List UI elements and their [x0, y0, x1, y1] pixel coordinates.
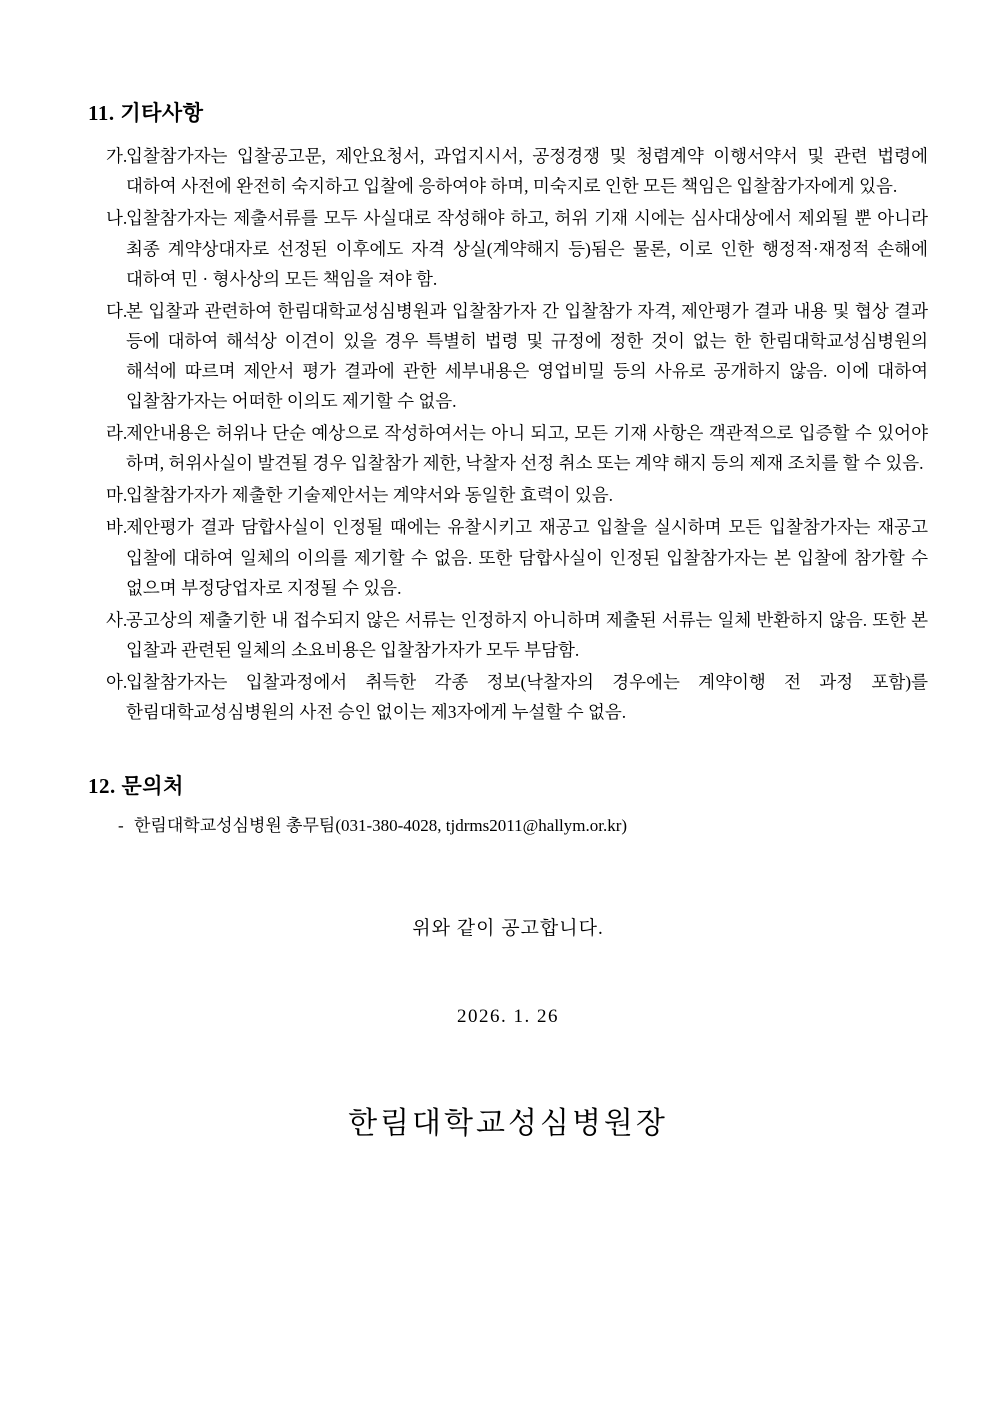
- clause-text: 입찰참가자는 입찰공고문, 제안요청서, 과업지시서, 공정경쟁 및 청렴계약 이행서약서 및 관련 법령에 대하여 사전에 완전히 숙지하고 입찰에 응하여야 하며, 미숙지로 인한 모든 책임은 입찰참가자에게 있음.: [126, 146, 928, 197]
- contact-dash: -: [118, 816, 124, 836]
- clause-marker: 사.: [106, 609, 128, 630]
- clause-text: 제안내용은 허위나 단순 예상으로 작성하여서는 아니 되고, 모든 기재 사항은 객관적으로 입증할 수 있어야 하며, 허위사실이 발견될 경우 입찰참가 제한, 낙찰자 선정 취소 또는 계약 해지 등의 제재 조치를 할 수 있음.: [126, 423, 928, 474]
- clause-item: [88, 141, 928, 201]
- clause-marker: 라.: [106, 423, 128, 444]
- section-number: 11.: [88, 101, 115, 125]
- clause-marker: 아.: [106, 671, 128, 692]
- clause-marker: 다.: [106, 300, 128, 321]
- section-heading-11: [88, 100, 928, 127]
- closing-statement: 위와 같이 공고합니다.: [412, 918, 604, 940]
- document-date: 2026. 1. 26: [457, 1006, 559, 1028]
- document-content: [88, 100, 928, 1142]
- contact-list: [88, 812, 928, 841]
- section-title-text: 기타사항: [120, 101, 204, 125]
- contact-text: 한림대학교성심병원 총무팀(031-380-4028, tjdrms2011@hallym.or.kr): [134, 816, 628, 836]
- clause-text: 제안평가 결과 담합사실이 인정될 때에는 유찰시키고 재공고 입찰을 실시하며 모든 입찰참가자는 재공고 입찰에 대하여 일체의 이의를 제기할 수 없음. 또한 담합사실이 인정된 입찰참가자는 본 입찰에 참가할 수 없으며 부정당업자로 지정될 수 있음.: [126, 517, 928, 598]
- signature-line: 한림대학교성심병원장: [348, 1106, 668, 1142]
- contact-item: [88, 812, 928, 841]
- clause-marker: 가.: [106, 146, 128, 167]
- clause-marker: 나.: [106, 208, 128, 229]
- clause-item: [88, 512, 928, 602]
- section-heading-12: [88, 773, 928, 800]
- section-title-text: 문의처: [121, 774, 184, 799]
- clause-marker: 바.: [106, 517, 128, 538]
- section-number: 12.: [88, 774, 116, 799]
- clause-text: 입찰참가자가 제출한 기술제안서는 계약서와 동일한 효력이 있음.: [126, 485, 614, 506]
- clause-item: [88, 296, 928, 416]
- clause-item: [88, 605, 928, 665]
- clause-item: [88, 203, 928, 293]
- clause-text: 입찰참가자는 입찰과정에서 취득한 각종 정보(낙찰자의 경우에는 계약이행 전 과정 포함)를 한림대학교성심병원의 사전 승인 없이는 제3자에게 누설할 수 없음.: [126, 671, 928, 722]
- clause-list-11: [88, 141, 928, 727]
- clause-text: 입찰참가자는 제출서류를 모두 사실대로 작성해야 하고, 허위 기재 시에는 심사대상에서 제외될 뿐 아니라 최종 계약상대자로 선정된 이후에도 자격 상실(계약해지 등)됨은 물론, 이로 인한 행정적·재정적 손해에 대하여 민 · 형사상의 모든 책임을 져야 함.: [126, 208, 928, 289]
- clause-item: [88, 667, 928, 727]
- clause-item: [88, 480, 928, 510]
- clause-text: 본 입찰과 관련하여 한림대학교성심병원과 입찰참가자 간 입찰참가 자격, 제안평가 결과 내용 및 협상 결과 등에 대하여 해석상 이견이 있을 경우 특별히 법령 및 규정에 정한 것이 없는 한 한림대학교성심병원의 해석에 따르며 제안서 평가 결과에 관한 세부내용은 영업비밀 등의 사유로 공개하지 않음. 이에 대하여 입찰참가자는 어떠한 이의도 제기할 수 없음.: [126, 300, 928, 412]
- clause-marker: 마.: [106, 485, 128, 506]
- clause-item: [88, 418, 928, 478]
- clause-text: 공고상의 제출기한 내 접수되지 않은 서류는 인정하지 아니하며 제출된 서류는 일체 반환하지 않음. 또한 본 입찰과 관련된 일체의 소요비용은 입찰참가자가 모두 부담함.: [126, 609, 928, 660]
